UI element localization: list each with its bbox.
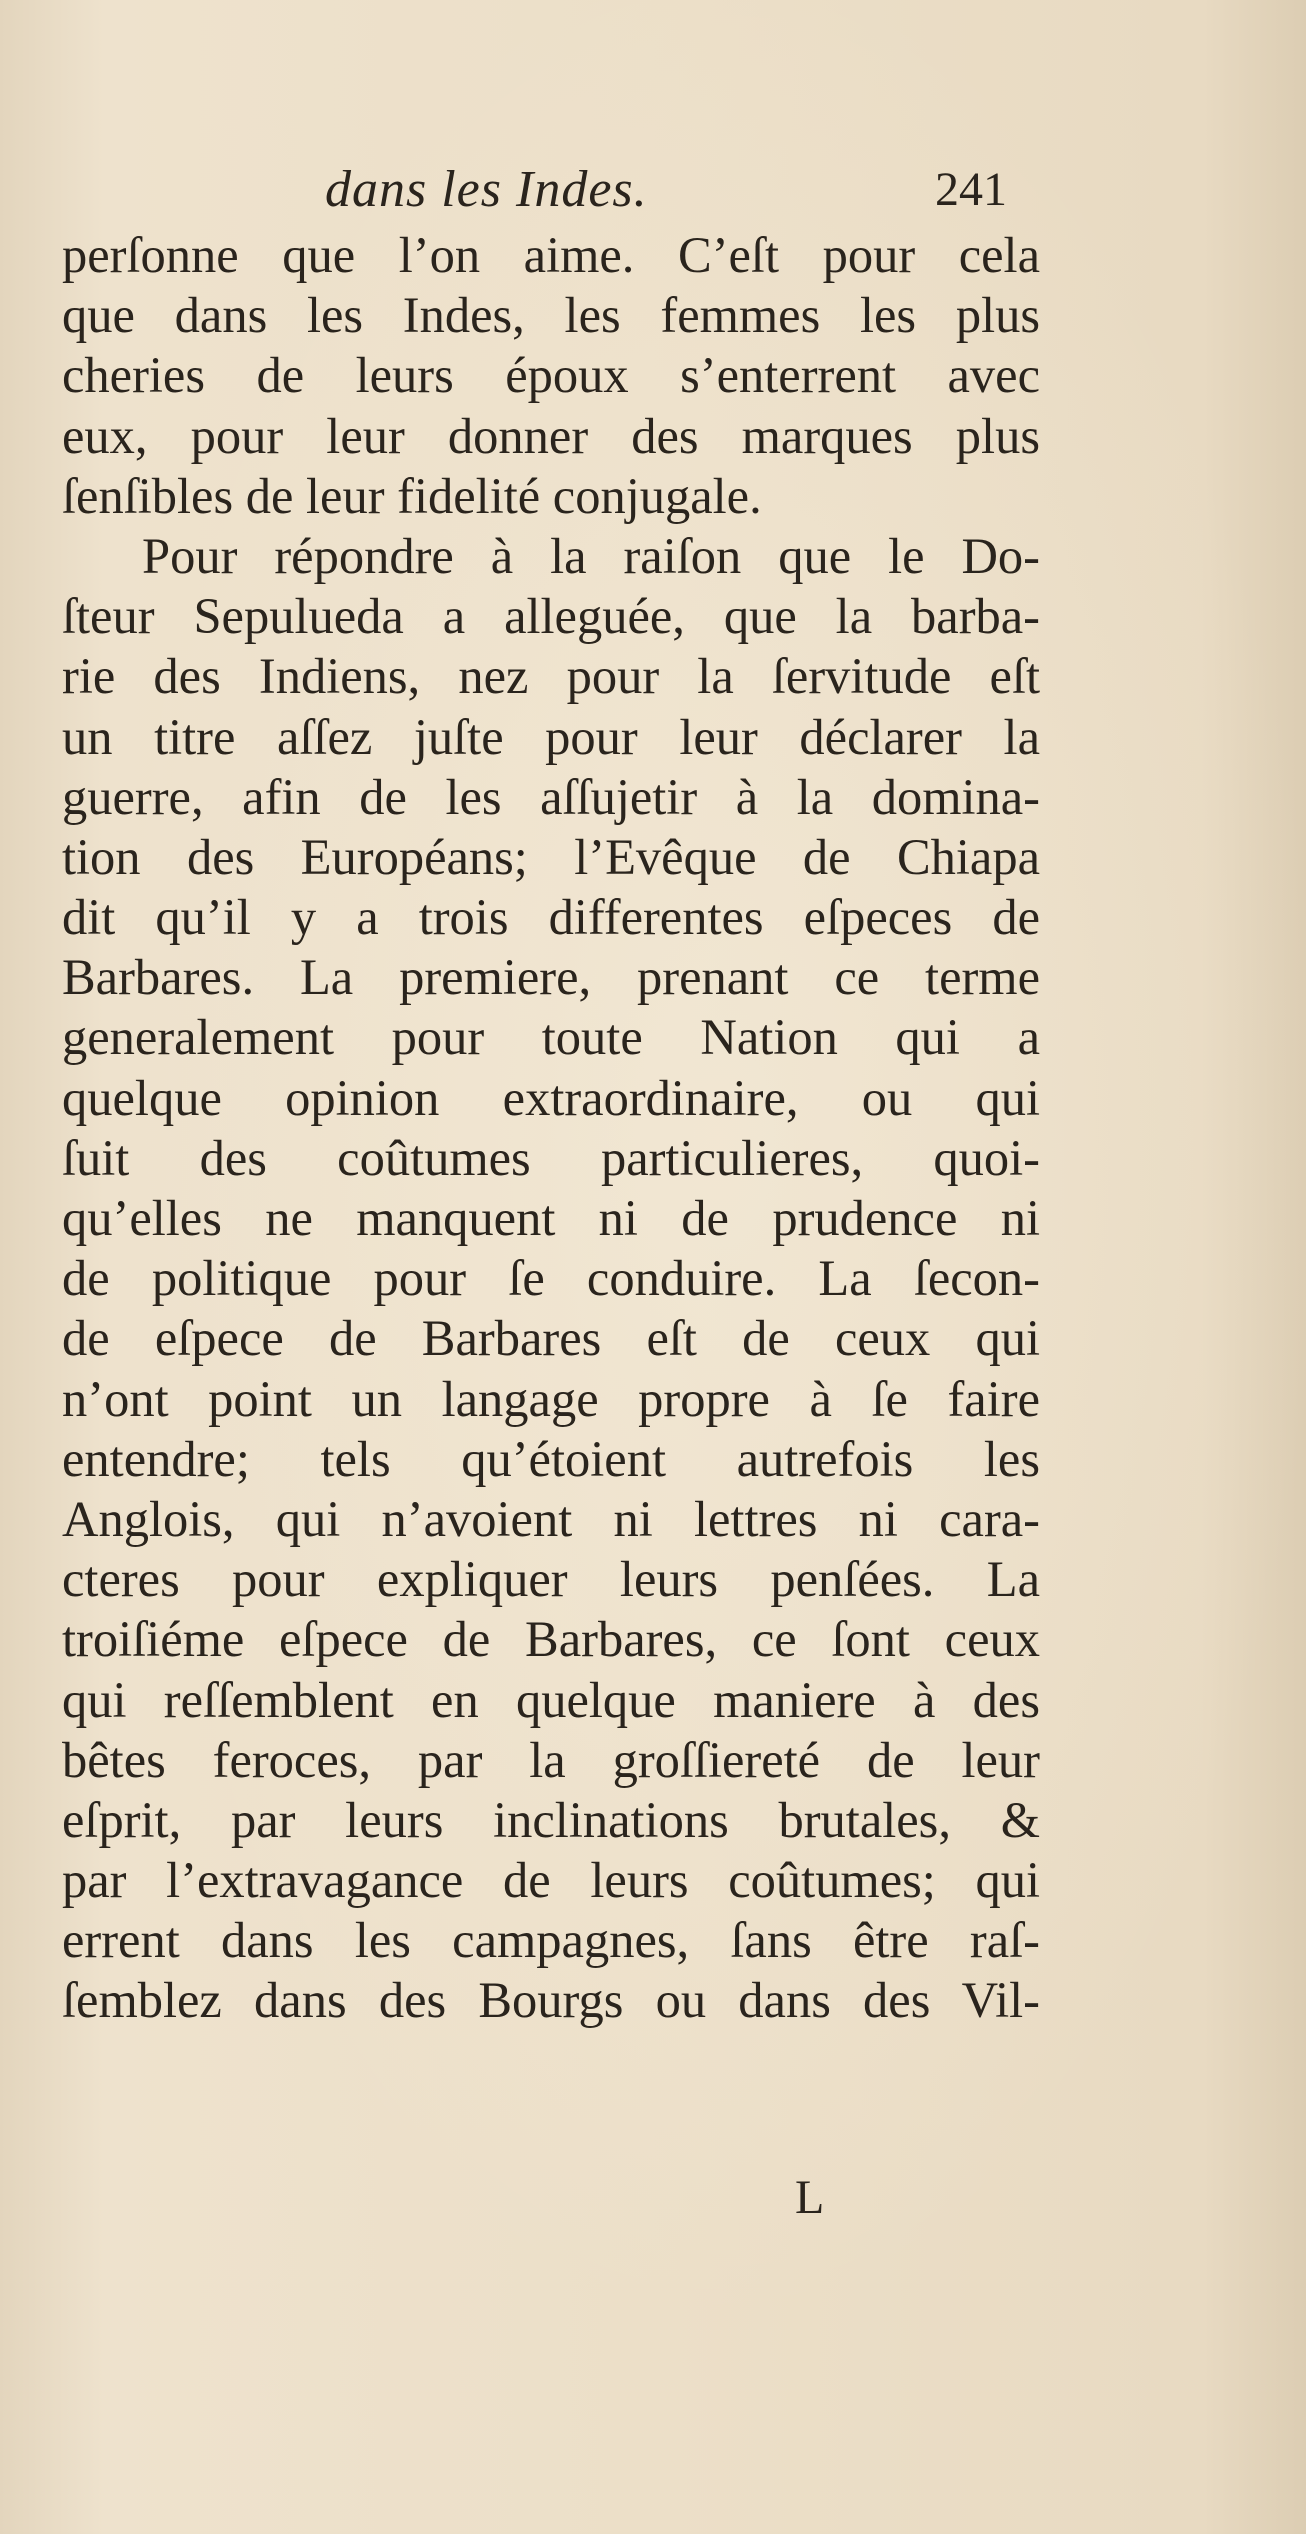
text-line: ſteur Sepulueda a alleguée, que la barba- (62, 588, 1040, 645)
text-line: tion des Européans; l’Evêque de Chiapa (62, 828, 1040, 885)
text-line: n’ont point un langage propre à ſe faire (62, 1370, 1040, 1427)
text-line: qui reſſemblent en quelque maniere à des (62, 1671, 1040, 1728)
text-line: cheries de leurs époux s’enterrent avec (62, 347, 1040, 404)
text-line: cteres pour expliquer leurs penſées. La (62, 1551, 1040, 1608)
catchword: L (795, 2171, 825, 2224)
body-text (62, 225, 1040, 2031)
text-line: generalement pour toute Nation qui a (62, 1009, 1040, 1066)
text-line: eux, pour leur donner des marques plus (62, 407, 1040, 464)
text-line: Barbares. La premiere, prenant ce terme (62, 949, 1040, 1006)
text-line: Pour répondre à la raiſon que le Do- (142, 527, 1040, 584)
text-line: rie des Indiens, nez pour la ſervitude eſt (62, 648, 1040, 705)
text-line: ſemblez dans des Bourgs ou dans des Vil- (62, 1972, 1040, 2029)
page-number: 241 (935, 163, 1007, 216)
text-line: de eſpece de Barbares eſt de ceux qui (62, 1310, 1040, 1367)
text-line: dit qu’il y a trois differentes eſpeces de (62, 889, 1040, 946)
text-line: qu’elles ne manquent ni de prudence ni (62, 1190, 1040, 1246)
text-line: troiſiéme eſpece de Barbares, ce ſont ceux (62, 1611, 1040, 1668)
text-line: guerre, afin de les aſſujetir à la domina- (62, 768, 1040, 825)
running-title: dans les Indes. (325, 161, 648, 218)
text-line: Anglois, qui n’avoient ni lettres ni cara- (62, 1490, 1040, 1547)
text-line: que dans les Indes, les femmes les plus (62, 287, 1040, 344)
text-line: errent dans les campagnes, ſans être raſ- (62, 1912, 1040, 1969)
text-line: entendre; tels qu’étoient autrefois les (62, 1430, 1040, 1487)
text-line: quelque opinion extraordinaire, ou qui (62, 1069, 1040, 1126)
text-line: de politique pour ſe conduire. La ſecon- (62, 1250, 1040, 1307)
text-line: perſonne que l’on aime. C’eſt pour cela (62, 227, 1040, 283)
text-line: ſuit des coûtumes particulieres, quoi- (62, 1129, 1040, 1186)
page-header (0, 160, 1306, 220)
text-line: bêtes feroces, par la groſſiereté de leur (62, 1731, 1040, 1788)
text-line: par l’extravagance de leurs coûtumes; qui (62, 1852, 1040, 1909)
text-line: ſenſibles de leur fidelité conjugale. (62, 467, 762, 524)
text-line: un titre aſſez juſte pour leur déclarer la (62, 708, 1040, 765)
text-line: eſprit, par leurs inclinations brutales, & (62, 1791, 1040, 1848)
